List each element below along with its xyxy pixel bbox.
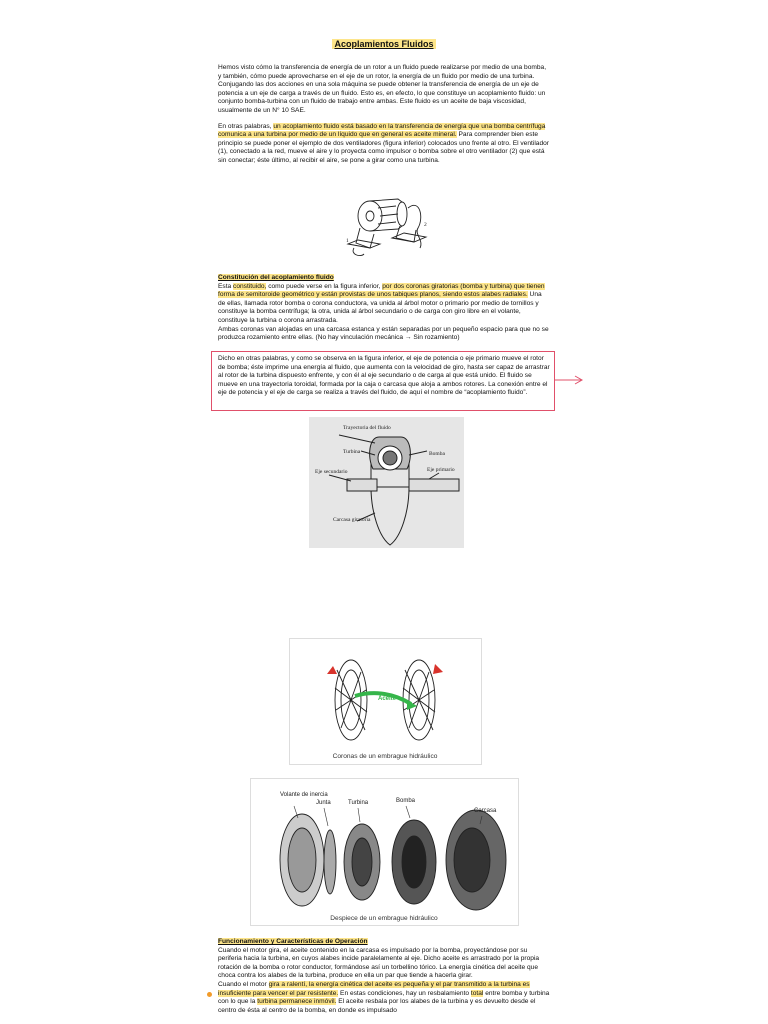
section-constitucion [218,274,550,343]
constitucion-highlight-1: constituido, [233,282,267,290]
despiece-figure [250,778,519,926]
label-junta: Junta [316,800,331,806]
document-body [218,38,550,166]
label-aceite: Aceite [378,696,397,702]
coronas-figure [289,638,482,765]
boxed-paragraph [218,355,550,398]
label-trayectoria: Trayectoria del fluido [343,425,391,431]
funcionamiento-text-a: Cuando el motor gira, el aceite contenido en la carcasa es impulsado por la bomba, proyectándose por su periferia hacia la turbina, en cuyos alabes incide paralelamente al eje. Dicho aceite es arrastrado por la propia rotación de la bomba o rotor conductor, formándose así un torbellino tórico. La energía cinética del aceite que choca contra los alabes de la turbina, produce en ella un par que tiende a hacerla girar. [218,946,540,980]
constitucion-text-b: como puede verse en la figura inferior, [266,282,383,290]
label-eje-secundario: Eje secundario [315,469,348,475]
constitucion-text-a: Esta [218,282,234,290]
funcionamiento-highlight-2: total [470,989,484,997]
label-turbina-despiece: Turbina [348,800,369,806]
constitucion-highlight-2: por dos coronas giratorias (bomba y turbina) que tienen forma de semitoroide geométrico y están provistas de unos tabiques planos, siendo estos alabes radiales. [218,282,545,299]
constitucion-text-c: Una de ellas, llamada rotor bomba o corona conductora, va unida al árbol motor o primario por medio de tornillos y constituye la bomba centrífuga; la otra, unida al árbol secundario o de carga con giro libre en el volante, constituye la turbina o corona arrastrada. [218,291,542,324]
funcionamiento-paragraph-2 [218,981,550,1015]
section-constitucion-header: Constitución del acoplamiento fluido [218,274,334,281]
intro-text: Hemos visto cómo la transferencia de energía de un rotor a un fluido puede realizarse por medio de una bomba, y también, cómo puede aprovecharse en el eje de un rotor, la energía de un fluido por medio de una turbina. Conjugando las dos acciones en una sola máquina se puede obtener la transferencia de energía de un eje de potencia a un eje de carga a través de un fluido. Esto es, en efecto, lo que constituye un acoplamiento fluido: un conjunto bomba-turbina con un fluido de trabajo entre ambas. Este fluido es un aceite de baja viscosidad, usualmente de un N° 10 SAE. [218,64,547,114]
definition-text-a: En otras palabras, [218,122,274,130]
label-carcasa-despiece: Carcasa [474,808,497,814]
page-title-text: Acoplamientos Fluidos [334,39,434,49]
despiece-caption: Despiece de un embrague hidráulico [330,915,438,922]
label-volante: Volante de inercia [280,792,328,798]
comment-marker[interactable] [207,992,212,997]
label-eje-primario: Eje primario [427,467,455,473]
fan-label-1: 1 [346,238,349,244]
label-turbina: Turbina [343,449,361,455]
funcionamiento-text-b1: Cuando el motor [218,980,269,988]
label-carcasa-giratoria: Carcasa giratoria [333,517,371,523]
cross-section-figure [309,417,464,548]
funcionamiento-highlight-1: gira a ralentí, la energía cinética del aceite es pequeña y el par transmitido a la turbina es insuficiente para vencer el par resistente. [218,980,530,997]
constitucion-paragraph [218,283,550,326]
section-funcionamiento [218,938,550,1015]
funcionamiento-text-b4: El aceite resbala por los alabes de la turbina y es devuelto desde el centro de ésta al centro de la bomba, en donde es impulsado [218,998,536,1014]
label-bomba-despiece: Bomba [396,798,416,804]
definition-paragraph [218,123,550,166]
section-funcionamiento-header: Funcionamiento y Características de Operación [218,938,368,945]
intro-paragraph [218,64,550,116]
constitucion-text-d: Ambas coronas van alojadas en una carcasa estanca y están separadas por un pequeño espacio para que no se produzca rozamiento entre ellas. (No hay vinculación mecánica → Sin rozamiento) [218,325,549,342]
funcionamiento-paragraph-1 [218,947,550,981]
funcionamiento-text-b2: En estas condiciones, hay un resbalamiento [338,989,471,997]
page-title [218,38,550,50]
fans-figure [340,188,432,262]
label-bomba: Bomba [429,451,445,457]
fan-label-2: 2 [424,222,427,228]
funcionamiento-highlight-3: turbina permanece inmóvil. [257,998,337,1006]
constitucion-paragraph-2 [218,326,550,343]
definition-highlight: un acoplamiento fluido está basado en la transferencia de energía que una bomba centrífuga comunica a una turbina por medio de un líquido que en general es aceite mineral. [218,122,546,139]
definition-text-b: Para comprender bien este principio se puede poner el ejemplo de dos ventiladores (figura inferior) colocados uno frente al otro. El ventilador (1), conectado a la red, mueve el aire y lo proyecta como impulsor o bomba sobre el otro ventilador (2) que está sin conectar; éste último, al recibir el aire, se pone a girar como una turbina. [218,131,549,164]
coronas-caption: Coronas de un embrague hidráulico [332,753,438,760]
arrow-right-icon [555,375,585,385]
funcionamiento-text-b3: entre bomba y turbina con lo que la [218,989,550,1006]
boxed-text: Dicho en otras palabras, y como se observa en la figura inferior, el eje de potencia o eje primario mueve el rotor de bomba; éste imprime una energía al fluido, que aumenta con la velocidad de giro, hasta ser capaz de arrastrar al rotor de la turbina dispuesto enfrente, y con él al eje secundario o de carga al que está unido. El fluido se mueve en una trayectoria toroidal, formada por la caja o carcasa que aloja a ambos rotores. La conexión entre el eje de potencia y el eje de carga se realiza a través del fluido, de aquí el nombre de “acoplamiento fluido”. [218,355,550,397]
